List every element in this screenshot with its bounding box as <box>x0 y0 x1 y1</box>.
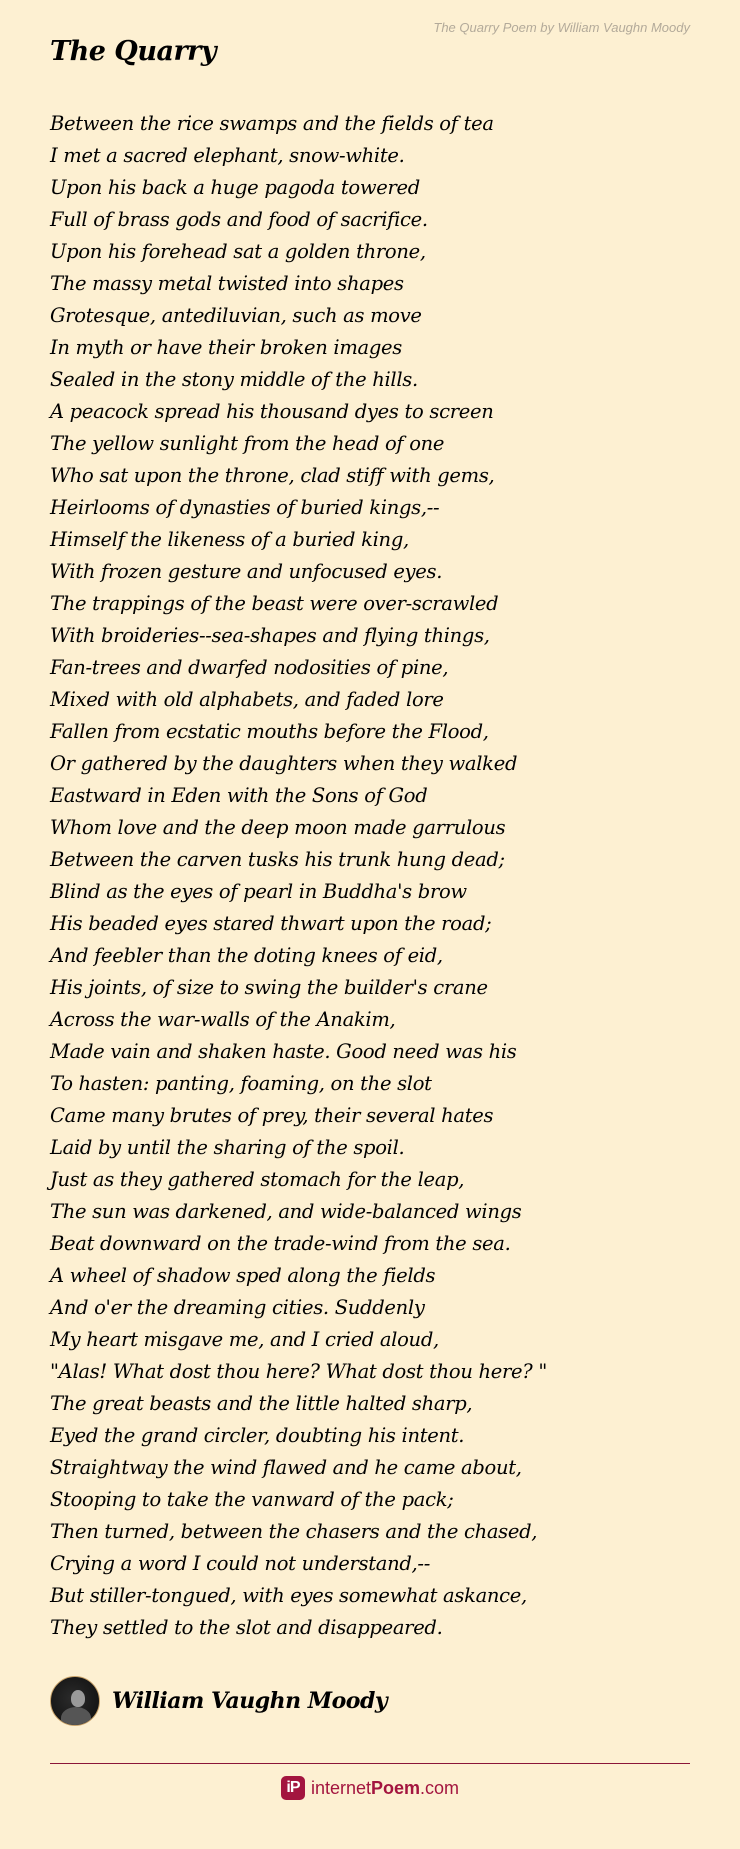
poem-line: Beat downward on the trade-wind from the sea. <box>50 1232 511 1255</box>
poem-line: His joints, of size to swing the builder's crane <box>50 976 488 999</box>
poem-line: With broideries--sea-shapes and flying things, <box>50 624 490 647</box>
poem-line: Sealed in the stony middle of the hills. <box>50 368 418 391</box>
poem-line: "Alas! What dost thou here? What dost thou here? " <box>50 1360 547 1383</box>
internetpoem-logo-icon: iP <box>281 1776 305 1800</box>
poem-line: Fallen from ecstatic mouths before the Flood, <box>50 720 489 743</box>
poem-line: The sun was darkened, and wide-balanced wings <box>50 1200 522 1223</box>
poem-line: Just as they gathered stomach for the leap, <box>50 1168 465 1191</box>
poem-line: And o'er the dreaming cities. Suddenly <box>50 1296 425 1319</box>
poem-line: I met a sacred elephant, snow-white. <box>50 144 405 167</box>
poem-line: The massy metal twisted into shapes <box>50 272 404 295</box>
poem-line: Heirlooms of dynasties of buried kings,-- <box>50 496 440 519</box>
poem-line: Or gathered by the daughters when they walked <box>50 752 518 775</box>
poem-line: Eastward in Eden with the Sons of God <box>50 784 428 807</box>
brand-part-com: .com <box>420 1777 460 1798</box>
poem-line: With frozen gesture and unfocused eyes. <box>50 560 443 583</box>
author-avatar[interactable] <box>50 1676 100 1726</box>
footer-divider <box>50 1763 690 1764</box>
poem-line: Laid by until the sharing of the spoil. <box>50 1136 405 1159</box>
poem-line: Straightway the wind flawed and he came about, <box>50 1456 522 1479</box>
site-brand-link[interactable] <box>0 1773 740 1803</box>
poem-line: Crying a word I could not understand,-- <box>50 1552 431 1575</box>
poem-line: A peacock spread his thousand dyes to screen <box>50 400 494 423</box>
poem-line: The trappings of the beast were over-scrawled <box>50 592 499 615</box>
poem-line: Between the rice swamps and the fields of tea <box>50 112 494 135</box>
poem-line: My heart misgave me, and I cried aloud, <box>50 1328 439 1351</box>
author-name-link[interactable]: William Vaughn Moody <box>112 1688 388 1714</box>
poem-line: Grotesque, antediluvian, such as move <box>50 304 422 327</box>
poem-line: Then turned, between the chasers and the chased, <box>50 1520 538 1543</box>
poem-line: Made vain and shaken haste. Good need was his <box>50 1040 517 1063</box>
poem-line: Blind as the eyes of pearl in Buddha's brow <box>50 880 467 903</box>
poem-line: Came many brutes of prey, their several hates <box>50 1104 494 1127</box>
poem-line: The great beasts and the little halted sharp, <box>50 1392 473 1415</box>
poem-line: Fan-trees and dwarfed nodosities of pine, <box>50 656 449 679</box>
avatar-face <box>71 1690 85 1707</box>
poem-line: Whom love and the deep moon made garrulous <box>50 816 506 839</box>
poem-line: Mixed with old alphabets, and faded lore <box>50 688 444 711</box>
poem-line: To hasten: panting, foaming, on the slot <box>50 1072 432 1095</box>
poem-line: Who sat upon the throne, clad stiff with gems, <box>50 464 495 487</box>
poem-line: Full of brass gods and food of sacrifice. <box>50 208 428 231</box>
poem-credit: The Quarry Poem by William Vaughn Moody <box>433 20 690 35</box>
poem-line: Between the carven tusks his trunk hung dead; <box>50 848 505 871</box>
poem-line: And feebler than the doting knees of eid, <box>50 944 443 967</box>
poem-title: The Quarry <box>50 36 217 67</box>
author-block[interactable] <box>50 1676 387 1726</box>
poem-line: Himself the likeness of a buried king, <box>50 528 409 551</box>
brand-part-internet: internet <box>310 1777 371 1798</box>
poem-line: They settled to the slot and disappeared. <box>50 1616 443 1639</box>
poem-line: His beaded eyes stared thwart upon the road; <box>50 912 492 935</box>
poem-line: In myth or have their broken images <box>50 336 402 359</box>
poem-body <box>50 108 700 1644</box>
poem-line: The yellow sunlight from the head of one <box>50 432 445 455</box>
poem-line: Eyed the grand circler, doubting his intent. <box>50 1424 465 1447</box>
poem-line: Upon his back a huge pagoda towered <box>50 176 420 199</box>
poem-line: Across the war-walls of the Anakim, <box>50 1008 396 1031</box>
site-brand-text <box>311 1778 459 1799</box>
poem-line: A wheel of shadow sped along the fields <box>50 1264 436 1287</box>
poem-line: Stooping to take the vanward of the pack; <box>50 1488 454 1511</box>
poem-line: Upon his forehead sat a golden throne, <box>50 240 426 263</box>
poem-line: But stiller-tongued, with eyes somewhat askance, <box>50 1584 527 1607</box>
avatar-shoulders <box>61 1707 91 1726</box>
brand-part-poem: Poem <box>371 1777 421 1798</box>
